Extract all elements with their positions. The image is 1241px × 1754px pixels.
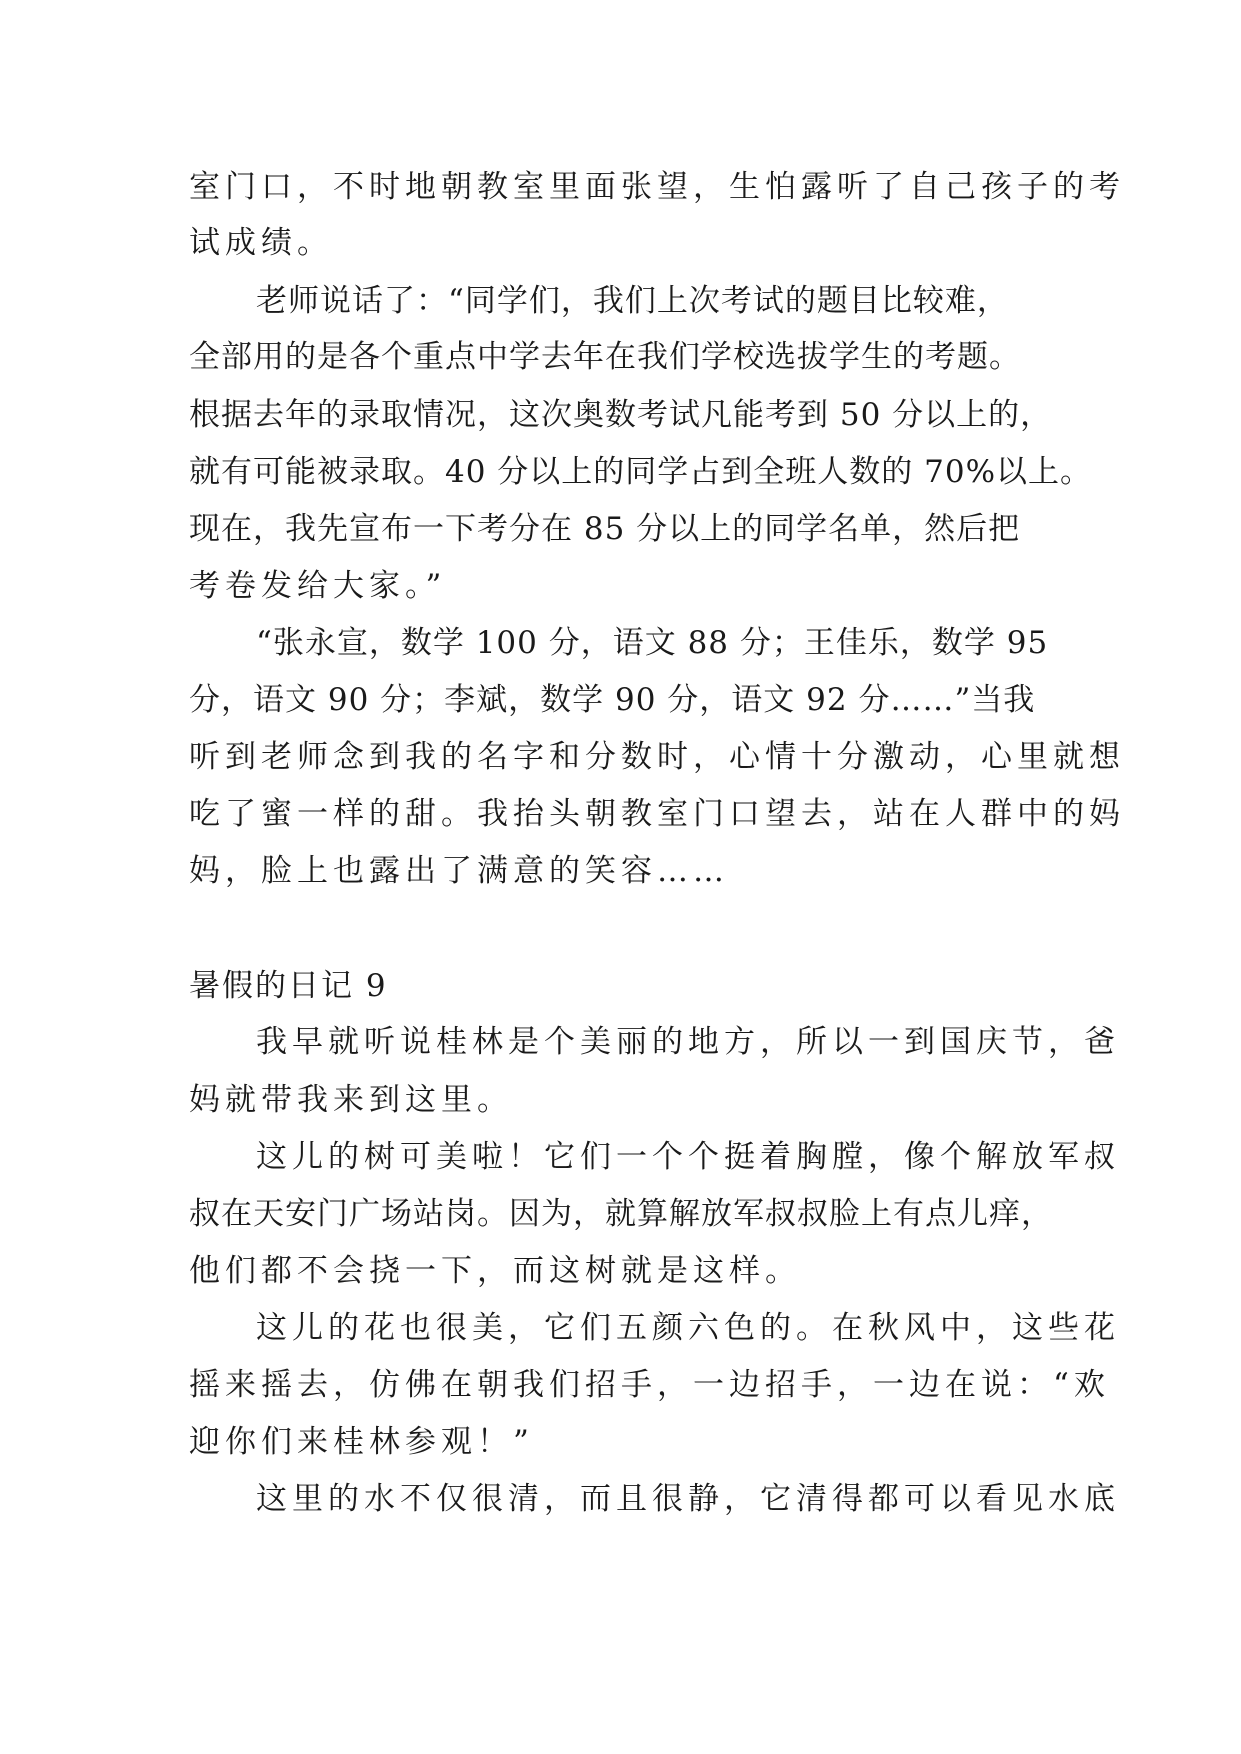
text-line: 听到老师念到我的名字和分数时，心情十分激动，心里就想 <box>189 739 1125 775</box>
text-line: 试成绩。 <box>189 225 333 261</box>
text-line: 吃了蜜一样的甜。我抬头朝教室门口望去，站在人群中的妈 <box>189 796 1125 832</box>
text-line: 老师说话了：“同学们，我们上次考试的题目比较难， <box>256 283 1009 319</box>
text-line: 全部用的是各个重点中学去年在我们学校选拔学生的考题。 <box>189 339 1021 375</box>
text-line: 这儿的花也很美，它们五颜六色的。在秋风中，这些花 <box>256 1310 1120 1346</box>
text-line: 考卷发给大家。” <box>189 568 447 604</box>
text-line: “张永宣，数学 100 分，语文 88 分；王佳乐，数学 95 <box>256 625 1049 661</box>
text-line: 这里的水不仅很清，而且很静，它清得都可以看见水底 <box>256 1481 1120 1517</box>
section-title: 暑假的日记 9 <box>189 968 388 1004</box>
text-line: 摇来摇去，仿佛在朝我们招手，一边招手，一边在说：“欢 <box>189 1367 1110 1403</box>
text-line: 他们都不会挠一下，而这树就是这样。 <box>189 1253 801 1289</box>
text-line: 我早就听说桂林是个美丽的地方，所以一到国庆节，爸 <box>256 1024 1120 1060</box>
text-line: 室门口，不时地朝教室里面张望，生怕露听了自己孩子的考 <box>189 169 1125 205</box>
text-line: 妈，脸上也露出了满意的笑容…… <box>189 853 729 889</box>
text-line: 妈就带我来到这里。 <box>189 1082 513 1118</box>
text-line: 叔在天安门广场站岗。因为，就算解放军叔叔脸上有点儿痒， <box>189 1196 1053 1232</box>
text-line: 现在，我先宣布一下考分在 85 分以上的同学名单，然后把 <box>189 511 1021 547</box>
text-line: 分，语文 90 分；李斌，数学 90 分，语文 92 分……”当我 <box>189 682 1036 718</box>
text-line: 迎你们来桂林参观！” <box>189 1424 534 1460</box>
text-line: 根据去年的录取情况，这次奥数考试凡能考到 50 分以上的， <box>189 397 1053 433</box>
text-line: 就有可能被录取。40 分以上的同学占到全班人数的 70%以上。 <box>189 454 1093 490</box>
text-line: 这儿的树可美啦！它们一个个挺着胸膛，像个解放军叔 <box>256 1139 1120 1175</box>
